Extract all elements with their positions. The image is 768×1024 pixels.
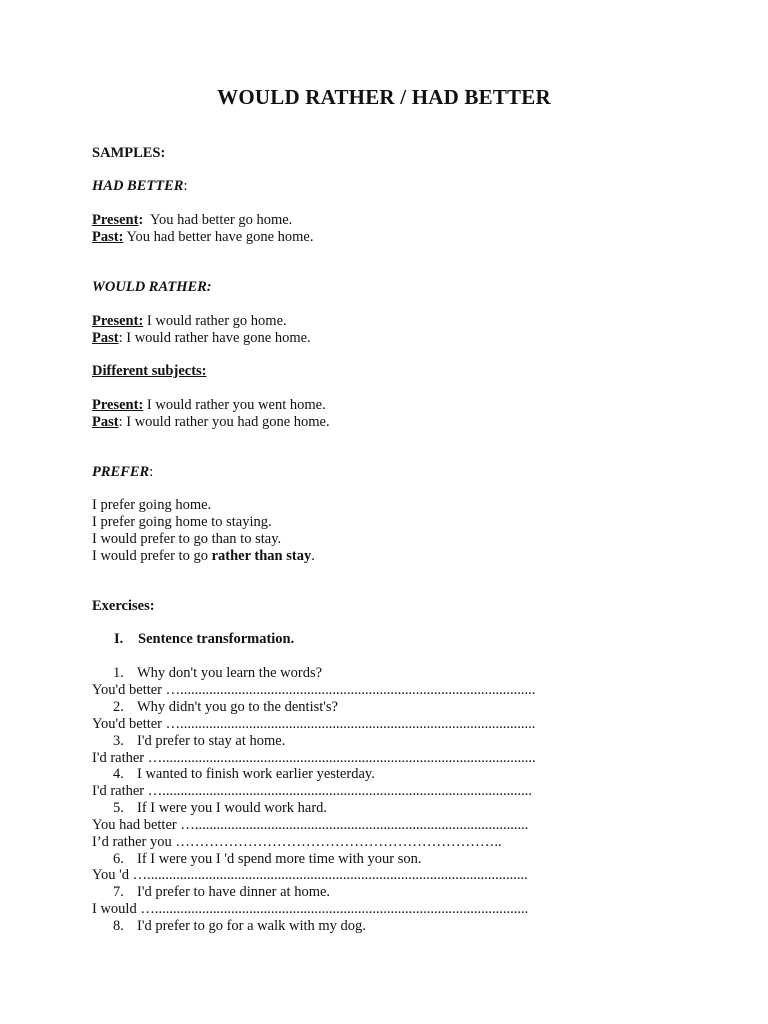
exercise-item [113, 884, 330, 901]
exercise-number: 1. [113, 665, 124, 681]
exercise-item [113, 851, 422, 868]
would-rather-heading: WOULD RATHER: [92, 279, 212, 295]
answer-line: I would …....................................................................................................... [92, 901, 529, 917]
exercise-item [113, 918, 366, 935]
exercise-number: 7. [113, 884, 124, 900]
past-text: You had better have gone home. [123, 229, 314, 245]
different-subjects-present [92, 397, 326, 414]
samples-heading: SAMPLES: [92, 145, 166, 161]
prefer-last-bold: rather than stay [211, 548, 312, 564]
exercise-number: 6. [113, 851, 124, 867]
had-better-heading-suffix: : [183, 178, 188, 194]
exercise-number: 4. [113, 766, 124, 782]
present-label: Present: [92, 313, 144, 329]
different-subjects-heading: Different subjects: [92, 363, 207, 379]
present-text: You had better go home. [143, 212, 293, 228]
present-label: Present: [92, 397, 144, 413]
section-heading [114, 631, 294, 648]
prefer-line: I prefer going home. [92, 497, 212, 513]
answer-line: You'd better ….................................................................................................. [92, 716, 536, 732]
would-rather-present [92, 313, 287, 330]
answer-line: I’d rather you ………………………………………………………….. [92, 834, 502, 850]
exercise-text: Why didn't you go to the dentist's? [137, 699, 338, 715]
prefer-heading [92, 464, 153, 481]
exercise-number: 5. [113, 800, 124, 816]
had-better-heading [92, 178, 187, 195]
page-title: WOULD RATHER / HAD BETTER [217, 85, 551, 109]
exercise-text: I wanted to finish work earlier yesterday. [137, 766, 375, 782]
section-numeral: I. [114, 631, 124, 647]
exercise-text: I'd prefer to have dinner at home. [137, 884, 331, 900]
exercise-number: 2. [113, 699, 124, 715]
past-label: Past [92, 330, 119, 346]
exercise-text: If I were you I 'd spend more time with your son. [137, 851, 422, 867]
would-rather-past [92, 330, 311, 347]
exercise-number: 8. [113, 918, 124, 934]
exercise-number: 3. [113, 733, 124, 749]
answer-line: You had better …............................................................................................ [92, 817, 529, 833]
answer-line: You'd better ….................................................................................................. [92, 682, 536, 698]
prefer-line: I would prefer to go than to stay. [92, 531, 282, 547]
past-text: : I would rather you had gone home. [118, 414, 330, 430]
exercise-item [113, 665, 322, 682]
exercise-item [113, 800, 327, 817]
prefer-heading-text: PREFER [92, 464, 150, 480]
prefer-heading-suffix: : [149, 464, 154, 480]
present-text: I would rather you went home. [143, 397, 326, 413]
exercise-item [113, 766, 375, 783]
present-colon: : [138, 212, 144, 228]
had-better-heading-text: HAD BETTER [92, 178, 184, 194]
past-text: : I would rather have gone home. [118, 330, 311, 346]
had-better-past [92, 229, 314, 246]
section-title: Sentence transformation. [138, 631, 295, 647]
prefer-last-end: . [311, 548, 315, 564]
past-label: Past [92, 414, 119, 430]
exercises-heading: Exercises: [92, 598, 155, 614]
different-subjects-past [92, 414, 330, 431]
prefer-line-last [92, 548, 315, 565]
exercise-item [113, 699, 338, 716]
answer-line: You 'd …......................................................................................................... [92, 867, 528, 883]
prefer-last-start: I would prefer to go [92, 548, 212, 564]
exercise-item [113, 733, 285, 750]
present-text: I would rather go home. [143, 313, 287, 329]
exercise-text: If I were you I would work hard. [137, 800, 328, 816]
prefer-line: I prefer going home to staying. [92, 514, 272, 530]
past-label: Past: [92, 229, 124, 245]
had-better-present [92, 212, 292, 229]
answer-line: I'd rather …...................................................................................................... [92, 783, 532, 799]
exercise-text: I'd prefer to stay at home. [137, 733, 286, 749]
present-label: Present [92, 212, 139, 228]
answer-line: I'd rather …....................................................................................................... [92, 750, 536, 766]
exercise-text: Why don't you learn the words? [137, 665, 323, 681]
exercise-text: I'd prefer to go for a walk with my dog. [137, 918, 366, 934]
